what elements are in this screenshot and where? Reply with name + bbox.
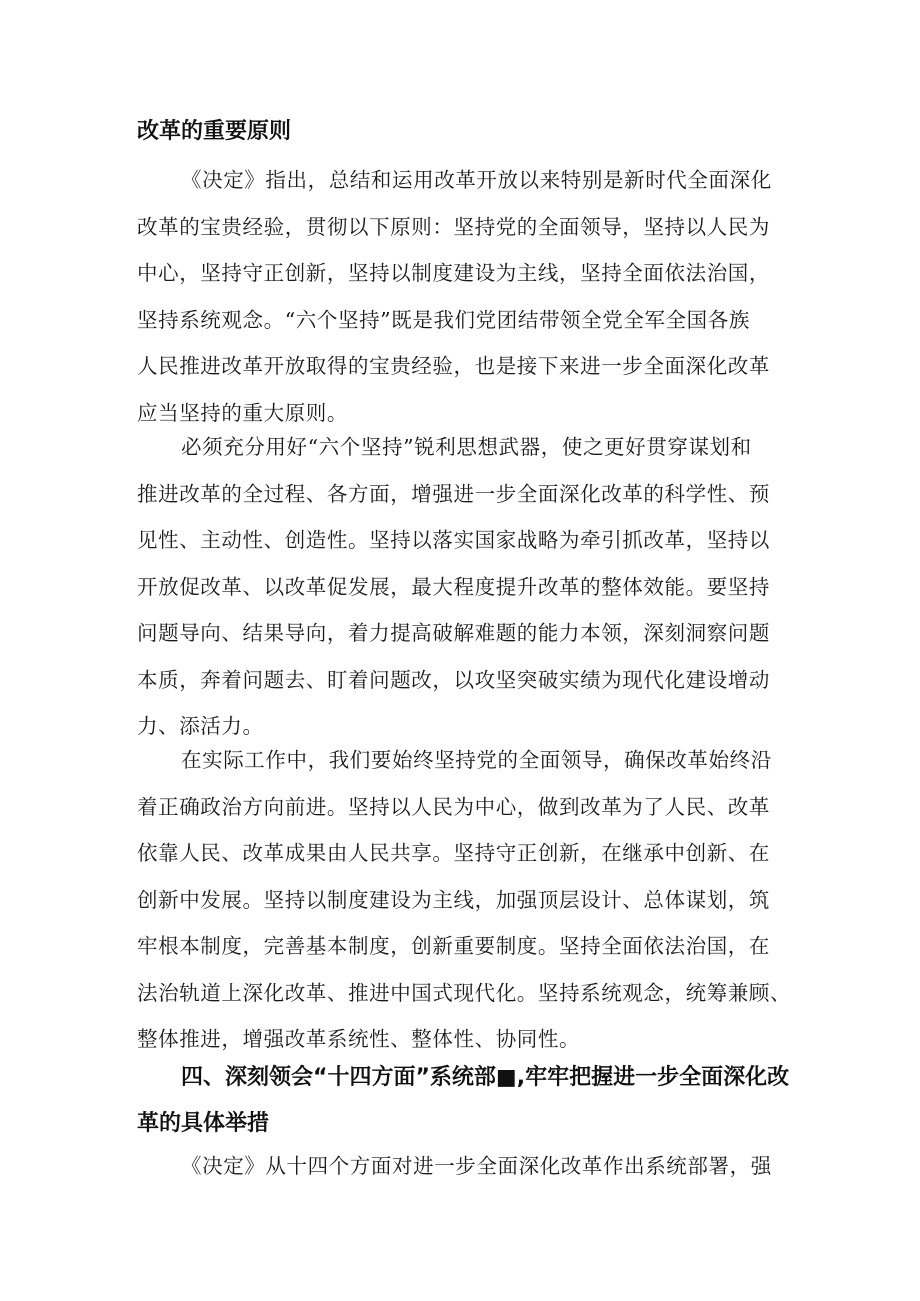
paragraph-2 [137,424,797,750]
paragraph-1-line: 《决定》指出，总结和运用改革开放以来特别是新时代全面深化 [181,168,772,192]
paragraph-2-line: 力、添活力。 [137,714,264,738]
paragraph-3-line: 在实际工作中，我们要始终坚持党的全面领导，确保改革始终沿 [181,748,772,772]
paragraph-3-line: 整体推进，增强改革系统性、整体性、协同性。 [137,1027,581,1051]
paragraph-1-line: 应当坚持的重大原则。 [137,400,348,425]
section-heading-4-line: 革的具体举措 [137,1111,270,1136]
paragraph-1 [137,157,797,436]
section-heading-continued: 改革的重要原则 [137,119,292,144]
paragraph-3-line: 创新中发展。坚持以制度建设为主线，加强顶层设计、总体谋划，筑 [137,887,770,912]
paragraph-2-line: 见性、主动性、创造性。坚持以落实国家战略为牵引抓改革，坚持以 [137,528,770,552]
paragraph-4 [137,1143,797,1190]
paragraph-2-line: 推进改革的全过程、各方面，增强进一步全面深化改革的科学性、预 [137,481,770,506]
paragraph-1-line: 坚持系统观念。“六个坚持”既是我们党团结带领全党全军全国各族 [137,307,750,332]
paragraph-3-line: 着正确政治方向前进。坚持以人民为中心，做到改革为了人民、改革 [137,794,770,819]
paragraph-2-line: 问题导向、结果导向，着力提高破解难题的能力本领，深刻洞察问题 [137,621,770,645]
paragraph-2-line: 本质，奔着问题去、盯着问题改，以攻坚突破实绩为现代化建设增动 [137,667,770,692]
paragraph-3-line: 依靠人民、改革成果由人民共享。坚持守正创新，在继承中创新、在 [137,841,770,865]
section-heading-4-line: 四、深刻领会“十四方面”系统部■,牢牢把握进一步全面深化改 [181,1065,790,1090]
section-heading-4 [137,1055,797,1147]
paragraph-3 [137,737,797,1063]
paragraph-3-line: 牢根本制度，完善基本制度，创新重要制度。坚持全面依法治国，在 [137,934,770,958]
paragraph-1-line: 中心，坚持守正创新，坚持以制度建设为主线，坚持全面依法治国， [137,261,770,285]
paragraph-1-line: 人民推进改革开放取得的宝贵经验，也是接下来进一步全面深化改革 [137,354,770,378]
paragraph-2-line: 开放促改革、以改革促发展，最大程度提升改革的整体效能。要坚持 [137,574,770,599]
paragraph-3-line: 法治轨道上深化改革、推进中国式现代化。坚持系统观念，统筹兼顾、 [137,980,792,1005]
paragraph-1-line: 改革的宝贵经验，贯彻以下原则：坚持党的全面领导，坚持以人民为 [137,214,770,239]
paragraph-2-line: 必须充分用好“六个坚持”锐利思想武器，使之更好贯穿谋划和 [181,435,752,459]
paragraph-4-line: 《决定》从十四个方面对进一步全面深化改革作出系统部署，强 [181,1154,772,1178]
